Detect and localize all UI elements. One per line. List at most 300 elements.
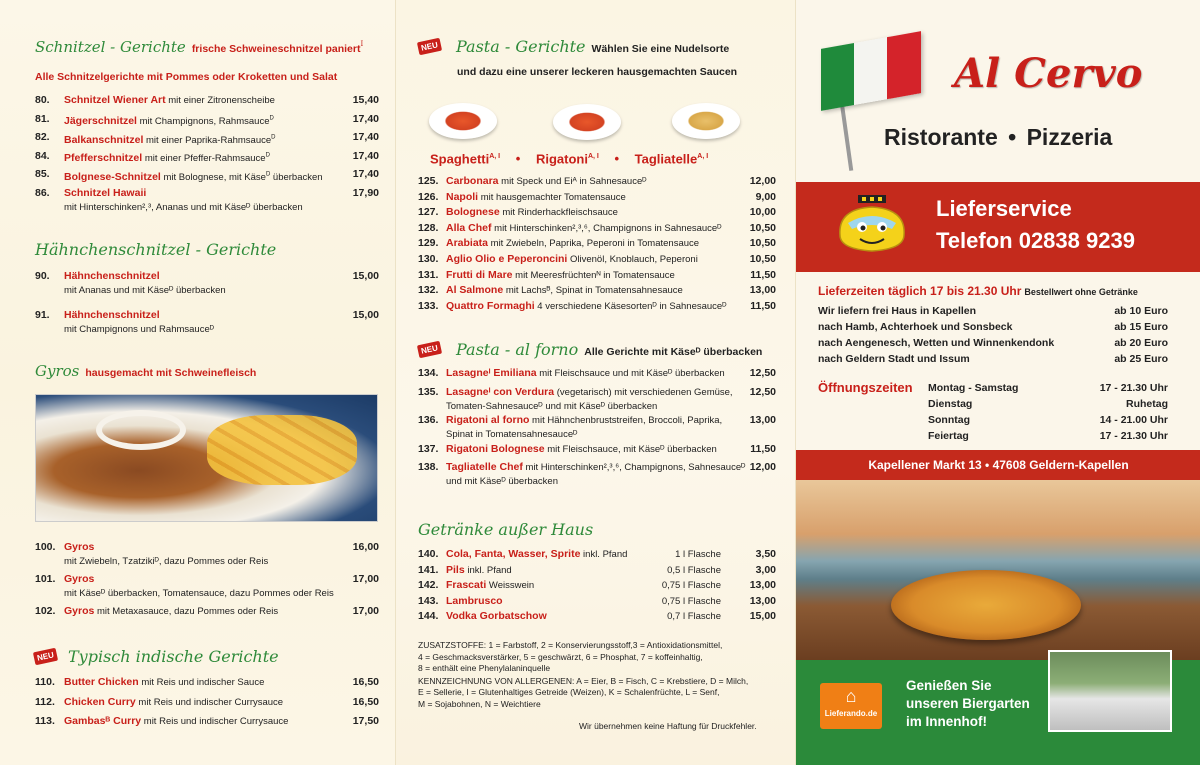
menu-item: [35, 696, 379, 709]
item-number: 134.: [418, 367, 439, 379]
item-price: 16,00: [352, 541, 379, 553]
item-name: Bolgnese-Schnitzel: [64, 170, 161, 183]
menu-item: [418, 610, 776, 623]
item-line: [446, 414, 722, 426]
item-price: 12,00: [749, 175, 776, 187]
item-name: Butter Chicken: [64, 676, 139, 688]
item-price: 10,50: [749, 237, 776, 250]
item-number: 132.: [418, 284, 439, 297]
item-price: 15,00: [352, 309, 379, 321]
delivery-minimum: ab 25 Euro: [1114, 353, 1168, 365]
hours-day: Feiertag: [928, 430, 969, 442]
item-line: [64, 676, 264, 688]
pasta-types: [430, 150, 708, 165]
item-number: 91.: [35, 309, 50, 321]
item-description: mit Metaxasauce, dazu Pommes oder Reis: [94, 606, 279, 617]
spaghetti-plate-image: [429, 103, 497, 139]
item-price: 3,00: [755, 563, 776, 576]
item-description: mit hausgemachter Tomatensauce: [478, 191, 626, 203]
item-description: 4 verschiedene Käsesortenᴰ in Sahnesauceᴰ: [534, 300, 727, 312]
item-line: [64, 94, 275, 106]
pizza-image: [891, 570, 1081, 640]
item-line: [64, 134, 276, 146]
item-price: 12,00: [749, 461, 776, 473]
item-description: mit Fleischsauce und mit Käseᴰ überbacken: [536, 368, 725, 379]
tagline-ristorante: Ristorante: [884, 124, 998, 150]
item-description-line2: mit Hinterschinken²,³, Ananas und mit Käseᴰ überbacken: [64, 202, 303, 213]
item-name: Lasagneᴵ Emiliana: [446, 367, 537, 379]
delivery-row: [818, 321, 1168, 334]
item-price: 15,00: [749, 610, 776, 623]
item-name: Chicken Curry: [64, 695, 136, 708]
pasta-type-spaghetti: Spaghetti: [430, 151, 490, 167]
menu-item: [35, 605, 379, 618]
delivery-area: nach Geldern Stadt und Issum: [818, 353, 970, 365]
item-price: 3,50: [755, 548, 776, 560]
item-description: mit Rinderhackfleischsauce: [499, 207, 618, 219]
menu-item: [35, 676, 379, 689]
delivery-minimum: ab 15 Euro: [1114, 321, 1168, 333]
house-icon: ⌂: [845, 686, 857, 706]
menu-item: [418, 191, 776, 204]
pasta-type-sup: A, I: [697, 153, 709, 160]
item-name: Carbonara: [446, 175, 499, 187]
item-description-line2: mit Zwiebeln, Tzatzikiᴰ, dazu Pommes oder Reis: [64, 556, 269, 567]
pasta-type-tagliatelle: Tagliatelle: [634, 151, 698, 167]
item-allergen-sup: D: [265, 152, 270, 159]
item-number: 135.: [418, 385, 439, 398]
item-number: 100.: [35, 541, 56, 553]
item-number: 110.: [35, 676, 55, 688]
item-description: inkl. Pfand: [580, 549, 628, 560]
menu-item: [35, 541, 379, 554]
schnitzel-subtitle-sup: I: [360, 40, 364, 48]
taxi-icon: [832, 195, 912, 255]
item-line: [64, 171, 323, 183]
haftung-note: Wir übernehmen keine Haftung für Druckfehler.: [579, 721, 757, 731]
item-line: [64, 270, 160, 282]
item-description-line2: und mit Käseᴰ überbacken: [446, 476, 559, 487]
item-number: 125.: [418, 175, 439, 187]
getraenke-heading: Getränke außer Haus: [418, 520, 594, 539]
item-line: [64, 605, 278, 617]
garden-line: Genießen Sie: [906, 678, 992, 693]
hours-day: Sonntag: [928, 414, 970, 426]
item-number: 101.: [35, 573, 56, 585]
item-price: 13,00: [749, 579, 776, 592]
item-price: 12,50: [749, 367, 776, 379]
pasta-type-sup: A, I: [489, 153, 501, 160]
item-name: Gyros: [64, 605, 95, 617]
pasta-subtitle: Wählen Sie eine Nudelsorte: [591, 43, 730, 55]
garden-line: im Innenhof!: [906, 714, 987, 729]
allergen-line: E = Sellerie, I = Glutenhaltiges Getreide (Weizen), K = Schalenfrüchte, L = Senf,: [418, 687, 720, 697]
item-description: (vegetarisch) mit verschiedenen Gemüse,: [554, 386, 733, 398]
schnitzel-title: Schnitzel - Gerichte: [35, 38, 186, 56]
menu-item: [418, 595, 776, 608]
hours-time: 17 - 21.30 Uhr: [1099, 430, 1168, 442]
item-line: [446, 206, 618, 218]
venice-pizza-photo: [796, 480, 1200, 660]
item-description: mit Bolognese, mit Käse: [160, 171, 266, 183]
allergen-line: M = Sojabohnen, N = Weichtiere: [418, 698, 541, 709]
item-number: 144.: [418, 610, 439, 623]
item-name: Rigatoni Bolognese: [446, 442, 545, 455]
rigatoni-plate-image: [553, 104, 621, 140]
item-name: Frascati: [446, 579, 487, 592]
item-allergen-sup: D: [265, 171, 271, 178]
item-line: [446, 300, 726, 312]
onion-image: [96, 410, 186, 450]
schnitzel-subtitle: frische Schweineschnitzel paniert: [191, 43, 361, 55]
item-price: 16,50: [352, 695, 379, 708]
item-number: 84.: [35, 149, 50, 162]
item-description-tail: überbacken: [270, 171, 323, 183]
item-line: [64, 187, 146, 199]
delivery-note: Bestellwert ohne Getränke: [1024, 287, 1138, 297]
item-name: Lasagneᴵ con Verdura: [446, 385, 555, 398]
item-price: 17,40: [352, 131, 379, 144]
haehnchen-heading: Hähnchenschnitzel - Gerichte: [35, 240, 277, 259]
item-price: 16,50: [352, 676, 379, 688]
menu-item: [35, 94, 379, 107]
item-line: [446, 175, 647, 187]
hours-time: 14 - 21.00 Uhr: [1099, 414, 1168, 426]
allergen-line: KENNZEICHNUNG VON ALLERGENEN: A = Eier, B = Fisch, C = Krebstiere, D = Milch,: [418, 675, 749, 686]
item-price: 9,00: [755, 190, 776, 203]
menu-item: [418, 564, 776, 577]
delivery-times: [818, 284, 1138, 298]
delivery-area: Wir liefern frei Haus in Kapellen: [818, 305, 977, 317]
new-badge: NEU: [33, 648, 58, 665]
item-name: Pils: [446, 563, 465, 576]
item-description-line2: mit Ananas und mit Käseᴰ überbacken: [64, 285, 226, 296]
item-description-line2: mit Käseᴰ überbacken, Tomatensauce, dazu Pommes oder Reis: [64, 588, 334, 599]
menu-item: [418, 548, 776, 561]
item-line: [64, 715, 288, 727]
item-number: 86.: [35, 187, 50, 199]
menu-item: [35, 715, 379, 728]
delivery-minimum: ab 10 Euro: [1114, 305, 1168, 317]
item-line: [446, 564, 512, 576]
menu-item: [35, 573, 379, 586]
item-description: mit Reis und indischer Currysauce: [141, 716, 289, 727]
item-price: 15,00: [352, 270, 379, 282]
menu-item: [35, 270, 379, 283]
item-name: Balkanschnitzel: [64, 133, 144, 146]
item-name: Lambrusco: [446, 594, 503, 607]
delivery-row: [818, 337, 1168, 350]
item-line: [446, 269, 675, 281]
menu-item: [418, 443, 776, 456]
item-line: [446, 443, 717, 455]
hours-row: [928, 414, 1168, 427]
delivery-row: [818, 353, 1168, 366]
item-description-line2: Spinat in Tomatensahnesauceᴰ: [446, 429, 578, 440]
restaurant-tagline: [884, 124, 1112, 151]
item-line: [64, 115, 274, 127]
menu-item: [418, 284, 776, 297]
item-name: Aglio Olio e Peperoncini: [446, 253, 568, 265]
item-description: mit Meeresfrüchtenᴺ in Tomatensauce: [512, 269, 675, 281]
gyros-photo: [35, 394, 378, 522]
item-price: 17,40: [352, 168, 379, 181]
new-badge: NEU: [417, 38, 442, 55]
garden-line: unseren Biergarten: [906, 696, 1030, 711]
item-description: mit einer Paprika-Rahmsauce: [143, 134, 272, 146]
item-price: 11,50: [750, 299, 776, 312]
item-number: 112.: [35, 695, 55, 708]
delivery-title: Lieferzeiten täglich 17 bis 21.30 Uhr: [818, 284, 1022, 298]
tagline-pizzeria: Pizzeria: [1026, 124, 1113, 150]
delivery-area: nach Hamb, Achterhoek und Sonsbeck: [818, 321, 1013, 333]
item-price: 15,40: [352, 94, 379, 106]
item-line: [64, 696, 283, 708]
item-number: 113.: [35, 715, 55, 727]
item-description: mit Fleischsauce, mit Käseᴰ überbacken: [544, 443, 717, 455]
item-number: 140.: [418, 548, 439, 560]
item-description: mit Hinterschinken²,³,⁶, Champignons, Sahnesauceᴰ: [522, 462, 746, 473]
item-description: Weisswein: [486, 580, 535, 592]
item-name: Gyros: [64, 573, 95, 585]
item-name: Schnitzel Wiener Art: [64, 94, 166, 106]
item-number: 80.: [35, 94, 50, 106]
menu-item: [418, 222, 776, 235]
item-description: mit Reis und indischer Currysauce: [135, 696, 284, 708]
item-number: 130.: [418, 253, 439, 265]
item-number: 136.: [418, 414, 439, 426]
item-number: 129.: [418, 237, 439, 250]
item-number: 85.: [35, 168, 50, 181]
tagline-dot: •: [1008, 124, 1017, 150]
delivery-area: nach Aengenesch, Wetten und Winnenkendonk: [818, 337, 1055, 349]
item-description-line2: Tomaten-Sahnesauceᴰ und mit Käseᴰ überbacken: [446, 400, 658, 412]
pasta-type-bullet: •: [515, 151, 521, 167]
zusatz-line: ZUSATZSTOFFE: 1 = Farbstoff, 2 = Konservierungsstoff,3 = Antioxidationsmittel,: [418, 640, 723, 650]
gyros-title: Gyros: [35, 362, 80, 380]
item-line: [446, 548, 627, 560]
italian-flag-icon: [821, 31, 921, 111]
menu-item: [35, 168, 379, 181]
item-size: 0,7 l Flasche: [667, 611, 721, 623]
item-price: 17,40: [352, 149, 379, 162]
lieferando-label: Lieferando.de: [824, 709, 878, 718]
item-name: Arabiata: [446, 237, 489, 250]
item-number: 137.: [418, 442, 439, 455]
item-name: Pfefferschnitzel: [64, 152, 143, 165]
item-name: Vodka Gorbatschow: [446, 610, 547, 623]
menu-item: [35, 131, 379, 144]
schnitzel-note: Alle Schnitzelgerichte mit Pommes oder Kroketten und Salat: [35, 71, 338, 83]
garden-text: [906, 677, 1030, 731]
fries-image: [207, 415, 357, 485]
item-number: 141.: [418, 563, 439, 576]
item-size: 1 l Flasche: [675, 549, 721, 560]
info-column: [795, 0, 1200, 765]
item-price: 17,50: [352, 715, 379, 727]
item-description: Olivenöl, Knoblauch, Peperoni: [567, 254, 698, 265]
item-number: 90.: [35, 270, 50, 282]
new-badge: NEU: [417, 341, 442, 358]
item-name: Rigatoni al forno: [446, 414, 530, 426]
item-description-line2: mit Champignons und Rahmsauceᴰ: [64, 324, 215, 335]
item-description: mit Champignons, Rahmsauce: [136, 116, 270, 128]
item-description: inkl. Pfand: [464, 564, 512, 576]
item-description: mit einer Zitronenscheibe: [165, 95, 275, 106]
menu-item: [418, 386, 776, 399]
menu-item: [418, 367, 776, 380]
item-price: 17,90: [352, 187, 379, 199]
menu-item: [418, 300, 776, 313]
menu-item: [418, 579, 776, 592]
item-name: Jägerschnitzel: [64, 115, 137, 128]
pasta-type-bullet: •: [614, 151, 620, 167]
item-line: [64, 573, 94, 585]
item-price: 17,40: [352, 112, 379, 125]
item-allergen-sup: D: [271, 134, 276, 141]
item-price: 17,00: [352, 573, 379, 585]
delivery-minimum: ab 20 Euro: [1114, 337, 1168, 349]
item-name: Alla Chef: [446, 221, 492, 234]
legal-notes: [418, 640, 748, 710]
item-price: 13,00: [749, 594, 776, 607]
delivery-row: [818, 305, 1168, 318]
item-number: 127.: [418, 206, 439, 219]
hours-row: [928, 382, 1168, 395]
hours-day: Dienstag: [928, 398, 973, 410]
zusatz-line: 8 = enthält eine Phenylalaninquelle: [418, 663, 551, 673]
menu-item: [418, 175, 776, 188]
forno-title: Pasta - al forno: [456, 340, 579, 359]
menu-item: [418, 414, 776, 427]
indisch-heading: Typisch indische Gerichte: [68, 647, 279, 666]
tagliatelle-plate-image: [672, 103, 740, 139]
item-name: Gyros: [64, 541, 95, 553]
item-description: mit einer Pfeffer-Rahmsauce: [142, 153, 266, 165]
item-price: 10,00: [749, 206, 776, 219]
gyros-subtitle: hausgemacht mit Schweinefleisch: [85, 367, 257, 379]
menu-item: [418, 237, 776, 250]
item-line: [64, 541, 94, 553]
phone-number[interactable]: Telefon 02838 9239: [936, 228, 1135, 253]
restaurant-logo: Al Cervo: [954, 50, 1143, 97]
zusatz-line: 4 = Geschmacksverstärker, 5 = geschwärzt, 6 = Phosphat, 7 = koffeinhaltig,: [418, 651, 703, 662]
pasta-subtitle-2: und dazu eine unserer leckeren hausgemachten Saucen: [457, 66, 738, 78]
item-number: 131.: [418, 268, 439, 281]
item-description: mit Hähnchenbruststreifen, Broccoli, Paprika,: [529, 415, 723, 426]
menu-item: [35, 150, 379, 163]
pasta-type-sup: A, I: [587, 153, 599, 160]
item-line: [446, 237, 699, 249]
item-description: mit Lachsᴮ, Spinat in Tomatensahnesauce: [503, 285, 683, 297]
item-description: mit Zwiebeln, Paprika, Peperoni in Tomatensauce: [488, 238, 700, 250]
item-price: 12,50: [749, 385, 776, 398]
menu-column-2: [395, 0, 795, 765]
item-size: 0,75 l Flasche: [661, 595, 721, 607]
item-line: [446, 461, 745, 473]
item-line: [446, 284, 683, 296]
item-line: [446, 367, 725, 379]
item-line: [64, 309, 160, 321]
pasta-heading: [456, 37, 729, 56]
item-line: [446, 386, 733, 398]
item-name: Bolognese: [446, 206, 500, 219]
item-number: 126.: [418, 190, 439, 203]
item-name: Hähnchenschnitzel: [64, 270, 160, 282]
item-price: 13,00: [749, 414, 776, 426]
pasta-title: Pasta - Gerichte: [456, 37, 586, 56]
lieferservice-label: Lieferservice: [936, 196, 1072, 221]
menu-item: [418, 206, 776, 219]
item-number: 81.: [35, 112, 50, 125]
item-number: 102.: [35, 605, 56, 617]
menu-item: [418, 253, 776, 266]
item-description: mit Hinterschinken²,³,⁶, Champignons in Sahnesauceᴰ: [491, 222, 722, 234]
item-number: 82.: [35, 131, 50, 144]
item-price: 10,50: [749, 221, 776, 234]
address: Kapellener Markt 13 • 47608 Geldern-Kapellen: [868, 458, 1129, 472]
item-price: 17,00: [352, 605, 379, 617]
item-description: mit Speck und Eiᴬ in Sahnesauceᴰ: [498, 176, 647, 187]
item-name: Gambasᴮ Curry: [64, 715, 142, 727]
item-line: [446, 222, 721, 234]
hours-title: Öffnungszeiten: [818, 380, 913, 395]
forno-heading: [456, 340, 762, 359]
biergarten-photo: [1048, 650, 1172, 732]
menu-item: [35, 187, 379, 200]
item-size: 0,5 l Flasche: [667, 564, 721, 576]
item-line: [446, 191, 626, 203]
hours-row: [928, 398, 1168, 411]
menu-item: [418, 269, 776, 282]
item-price: 11,50: [750, 268, 776, 281]
item-number: 133.: [418, 299, 439, 312]
hours-time: Ruhetag: [1126, 398, 1168, 410]
item-number: 142.: [418, 579, 439, 592]
item-name: Frutti di Mare: [446, 268, 513, 281]
lieferando-logo[interactable]: [820, 683, 882, 729]
menu-column-1: [0, 0, 395, 765]
item-number: 138.: [418, 461, 439, 473]
item-price: 11,50: [750, 442, 776, 455]
schnitzel-heading: [35, 38, 363, 56]
item-size: 0,75 l Flasche: [661, 580, 721, 592]
item-line: [64, 152, 270, 164]
item-name: Quattro Formaghi: [446, 299, 535, 312]
item-allergen-sup: D: [269, 115, 274, 122]
menu-item: [418, 461, 776, 474]
item-number: 128.: [418, 221, 439, 234]
hours-time: 17 - 21.30 Uhr: [1099, 382, 1168, 394]
hours-row: [928, 430, 1168, 443]
item-line: [446, 610, 547, 622]
item-price: 13,00: [749, 284, 776, 297]
item-name: Tagliatelle Chef: [446, 461, 523, 473]
item-line: [446, 579, 534, 591]
gyros-heading: [35, 362, 256, 380]
menu-item: [35, 309, 379, 322]
item-name: Cola, Fanta, Wasser, Sprite: [446, 548, 581, 560]
item-name: Al Salmone: [446, 284, 504, 297]
item-number: 143.: [418, 594, 439, 607]
forno-subtitle: Alle Gerichte mit Käseᴰ überbacken: [584, 346, 763, 358]
item-name: Napoli: [446, 190, 479, 203]
hours-day: Montag - Samstag: [928, 382, 1019, 394]
item-name: Schnitzel Hawaii: [64, 187, 147, 199]
pasta-type-rigatoni: Rigatoni: [535, 151, 588, 167]
item-line: [446, 253, 698, 265]
item-name: Hähnchenschnitzel: [64, 309, 160, 321]
